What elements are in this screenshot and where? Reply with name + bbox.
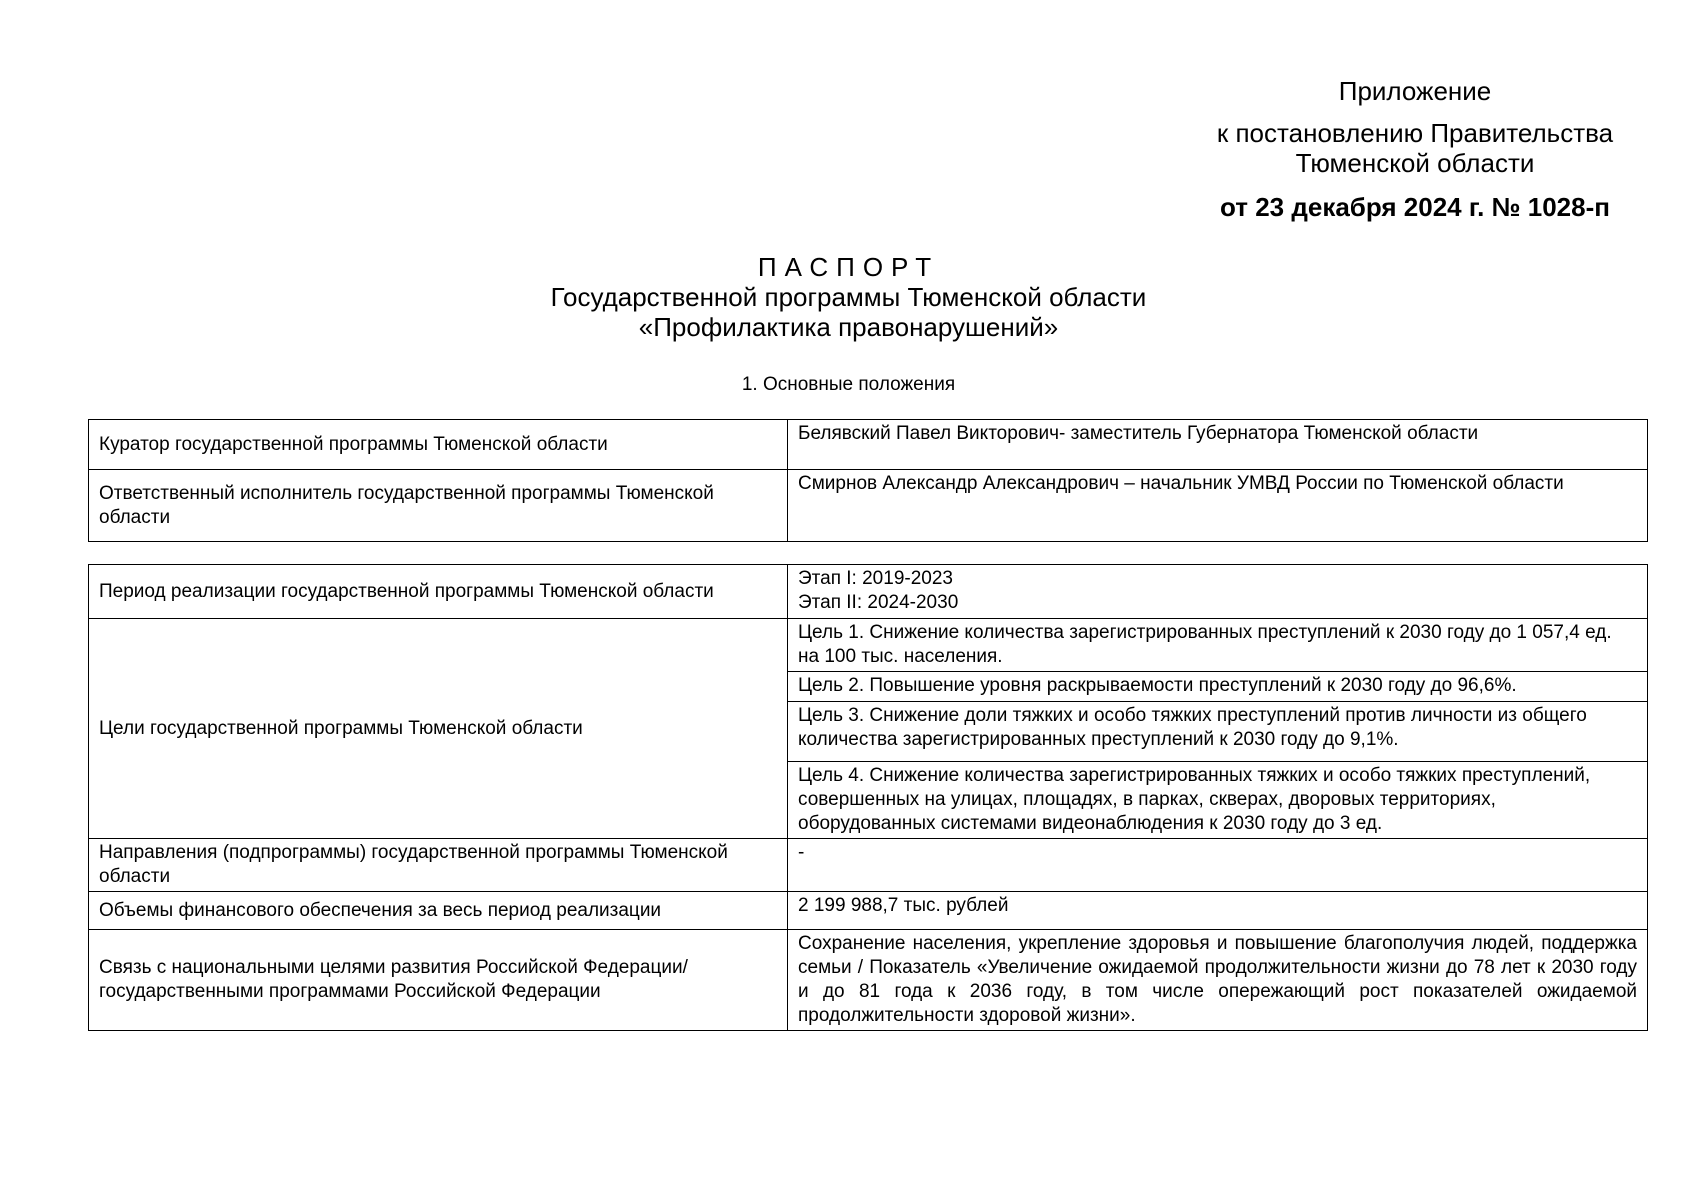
table-row bbox=[89, 930, 1648, 1031]
passport-table-main bbox=[88, 564, 1648, 1031]
funding-label: Объемы финансового обеспечения за весь период реализации bbox=[89, 892, 788, 930]
link-label: Связь с национальными целями развития Российской Федерации/ государственными программами Российской Федерации bbox=[89, 930, 788, 1031]
directions-label: Направления (подпрограммы) государственной программы Тюменской области bbox=[89, 839, 788, 892]
row-value: Смирнов Александр Александрович – начальник УМВД России по Тюменской области bbox=[788, 470, 1648, 542]
passport-table-curators bbox=[88, 419, 1648, 542]
table-row bbox=[89, 892, 1648, 930]
goals-label: Цели государственной программы Тюменской области bbox=[89, 619, 788, 839]
goal-item: Цель 4. Снижение количества зарегистрированных тяжких и особо тяжких преступлений, совершенных на улицах, площадях, в парках, скверах, дворовых территориях, оборудованных системами видеонаблюдения к 2030 году до 3 ед. bbox=[788, 762, 1648, 839]
section-title: 1. Основные положения bbox=[741, 374, 956, 395]
appendix-header bbox=[1180, 76, 1650, 222]
table-row bbox=[89, 619, 1648, 672]
goal-item: Цель 1. Снижение количества зарегистрированных преступлений к 2030 году до 1 057,4 ед. на 100 тыс. населения. bbox=[788, 619, 1648, 672]
goal-item: Цель 2. Повышение уровня раскрываемости преступлений к 2030 году до 96,6%. bbox=[788, 672, 1648, 702]
row-label: Куратор государственной программы Тюменской области bbox=[89, 420, 788, 470]
row-value: Белявский Павел Викторович- заместитель Губернатора Тюменской области bbox=[788, 420, 1648, 470]
stage-1: Этап I: 2019-2023 bbox=[798, 568, 953, 589]
appendix-reference: к постановлению Правительства bbox=[1216, 118, 1614, 148]
row-label: Ответственный исполнитель государственной программы Тюменской области bbox=[89, 470, 788, 542]
period-label: Период реализации государственной программы Тюменской области bbox=[89, 565, 788, 619]
table-row bbox=[89, 470, 1648, 542]
appendix-reference-region: Тюменской области bbox=[1295, 148, 1535, 178]
table-row bbox=[89, 565, 1648, 619]
table-row bbox=[89, 420, 1648, 470]
document-title bbox=[0, 252, 1697, 342]
appendix-title: Приложение bbox=[1338, 76, 1492, 106]
program-title: «Профилактика правонарушений» bbox=[638, 312, 1059, 342]
passport-heading: ПАСПОРТ bbox=[757, 252, 940, 282]
funding-value: 2 199 988,7 тыс. рублей bbox=[788, 892, 1648, 930]
directions-value: - bbox=[788, 839, 1648, 892]
goal-item: Цель 3. Снижение доли тяжких и особо тяжких преступлений против личности из общего количества зарегистрированных преступлений к 2030 году до 9,1%. bbox=[788, 702, 1648, 762]
appendix-date-number: от 23 декабря 2024 г. № 1028-п bbox=[1220, 192, 1610, 222]
link-value: Сохранение населения, укрепление здоровья и повышение благополучия людей, поддержка семьи / Показатель «Увеличение ожидаемой продолжительности жизни до 78 лет к 2030 году и до 81 года к 2036 году, в том числе опережающий рост показателей ожидаемой продолжительности здоровой жизни». bbox=[788, 930, 1648, 1031]
stage-2: Этап II: 2024-2030 bbox=[798, 592, 959, 613]
table-row bbox=[89, 839, 1648, 892]
program-name-line: Государственной программы Тюменской области bbox=[550, 282, 1147, 312]
period-value bbox=[788, 565, 1648, 619]
